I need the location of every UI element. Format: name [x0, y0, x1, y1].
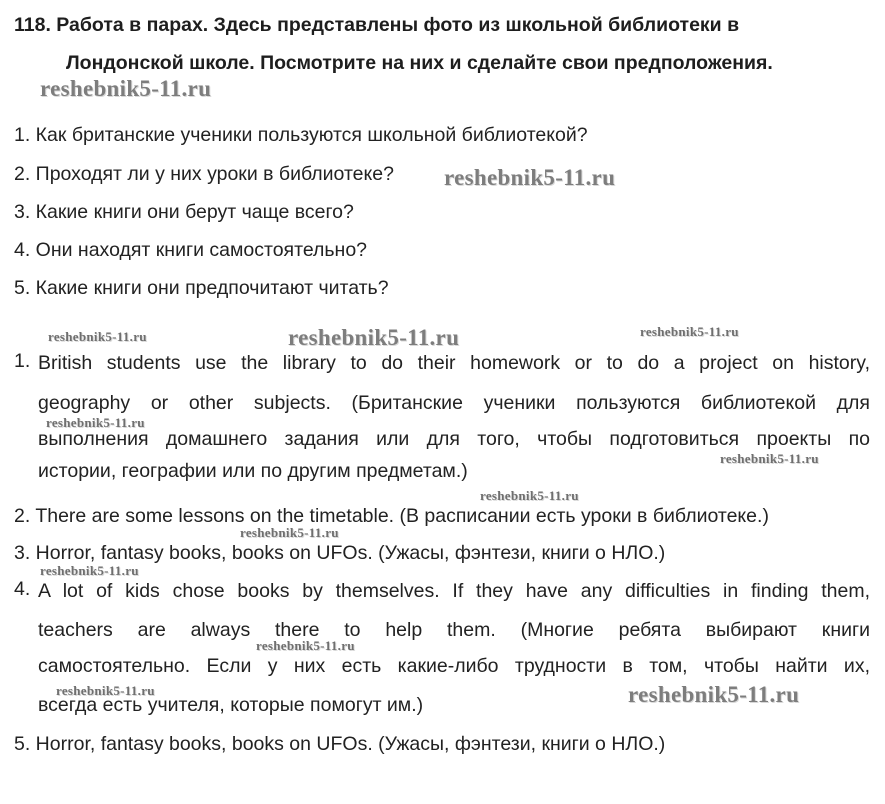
watermark: reshebnik5-11.ru [640, 324, 739, 339]
answer-line: всегда есть учителя, которые помогут им.) [38, 694, 424, 716]
heading-line-2: Лондонской школе. Посмотрите на них и сделайте свои предположения. [66, 52, 773, 74]
answer-3: 3. Horror, fantasy books, books on UFOs. (Ужасы, фэнтези, книги о НЛО.) [14, 542, 666, 564]
question-4: 4. Они находят книги самостоятельно? [14, 239, 368, 261]
watermark: reshebnik5-11.ru [46, 415, 145, 430]
question-1: 1. Как британские ученики пользуются школьной библиотекой? [14, 124, 588, 146]
question-5: 5. Какие книги они предпочитают читать? [14, 277, 389, 299]
answer-line: самостоятельно. Если у них есть какие-либо трудности в том, чтобы найти их, [38, 655, 870, 677]
watermark: reshebnik5-11.ru [720, 451, 819, 466]
watermark: reshebnik5-11.ru [240, 525, 339, 540]
answer-5: 5. Horror, fantasy books, books on UFOs. (Ужасы, фэнтези, книги о НЛО.) [14, 733, 666, 755]
exercise-heading [14, 6, 876, 82]
watermark: reshebnik5-11.ru [56, 683, 155, 698]
answer-number: 4. [14, 578, 31, 600]
watermark: reshebnik5-11.ru [256, 638, 355, 653]
watermark: reshebnik5-11.ru [48, 329, 147, 344]
answer-line: истории, географии или по другим предметам.) [38, 460, 468, 482]
watermark: reshebnik5-11.ru [480, 488, 579, 503]
answer-line: British students use the library to do their homework or to do a project on history, [38, 352, 870, 374]
watermark: reshebnik5-11.ru [40, 76, 212, 101]
answer-2: 2. There are some lessons on the timetable. (В расписании есть уроки в библиотеке.) [14, 505, 769, 527]
watermark: reshebnik5-11.ru [628, 682, 800, 707]
question-2: 2. Проходят ли у них уроки в библиотеке? [14, 163, 394, 185]
answer-line: A lot of kids chose books by themselves. If they have any difficulties in finding them, [38, 580, 870, 602]
answer-number: 1. [14, 350, 31, 372]
answer-line: teachers are always there to help them. (Многие ребята выбирают книги [38, 619, 870, 641]
question-3: 3. Какие книги они берут чаще всего? [14, 201, 354, 223]
watermark: reshebnik5-11.ru [40, 563, 139, 578]
watermark: reshebnik5-11.ru [288, 325, 460, 350]
heading-line-1: 118. Работа в парах. Здесь представлены фото из школьной библиотеки в [14, 14, 740, 36]
answer-line: выполнения домашнего задания или для того, чтобы подготовиться проекты по [38, 428, 870, 450]
answer-line: geography or other subjects. (Британские ученики пользуются библиотекой для [38, 392, 870, 414]
watermark: reshebnik5-11.ru [444, 165, 616, 190]
